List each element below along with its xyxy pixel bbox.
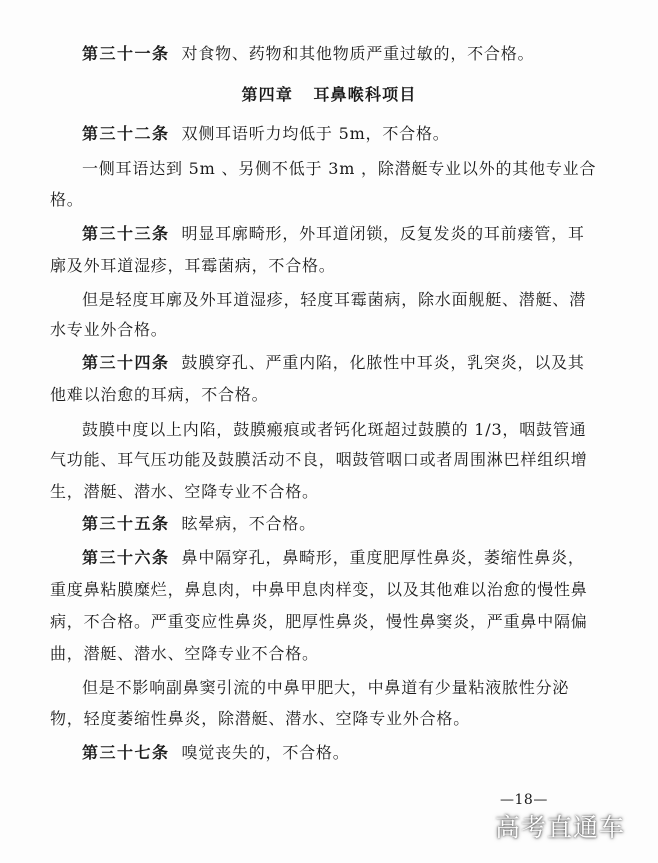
article-34	[82, 353, 585, 373]
article-33-line2: 廓及外耳道湿疹，耳霉菌病，不合格。	[50, 256, 336, 275]
article-text: 眩晕病，不合格。	[181, 514, 316, 533]
article-32-para2-line2: 格。	[50, 190, 84, 209]
article-text: 明显耳廓畸形，外耳道闭锁，反复发炎的耳前瘘管，耳	[181, 224, 585, 243]
article-34-para2-line3: 生，潜艇、潜水、空降专业不合格。	[50, 482, 319, 501]
article-33-para2-line1: 但是轻度耳廓及外耳道湿疹，轻度耳霉菌病，除水面舰艇、潜艇、潜	[82, 290, 587, 309]
article-text: 鼻中隔穿孔，鼻畸形，重度肥厚性鼻炎，萎缩性鼻炎，	[181, 548, 585, 567]
article-32-para2-line1: 一侧耳语达到 5m 、另侧不低于 3m ，除潜艇专业以外的其他专业合	[82, 159, 597, 178]
article-36	[82, 548, 585, 568]
article-34-para2-line1: 鼓膜中度以上内陷，鼓膜瘢痕或者钙化斑超过鼓膜的 1/3，咽鼓管通	[82, 420, 587, 439]
article-heading: 第三十七条	[82, 743, 170, 762]
article-34-line2: 他难以治愈的耳病，不合格。	[50, 385, 269, 404]
article-32	[82, 124, 450, 144]
article-31	[82, 44, 534, 64]
article-33-para2-line2: 水专业外合格。	[50, 320, 168, 339]
article-34-para2-line2: 气功能、耳气压功能及鼓膜活动不良，咽鼓管咽口或者周围淋巴样组织增	[50, 450, 588, 469]
article-text: 鼓膜穿孔、严重内陷，化脓性中耳炎，乳突炎，以及其	[181, 353, 585, 372]
article-36-line2: 重度鼻粘膜糜烂，鼻息肉，中鼻甲息肉样变，以及其他难以治愈的慢性鼻	[50, 580, 588, 599]
article-36-line4: 曲，潜艇、潜水、空降专业不合格。	[50, 644, 319, 663]
chapter-title	[0, 82, 658, 105]
article-heading: 第三十六条	[82, 548, 170, 567]
article-text: 嗅觉丧失的，不合格。	[181, 743, 350, 762]
article-36-para2-line1: 但是不影响副鼻窦引流的中鼻甲肥大，中鼻道有少量粘液脓性分泌	[82, 678, 570, 697]
article-36-line3: 病，不合格。严重变应性鼻炎，肥厚性鼻炎，慢性鼻窦炎，严重鼻中隔偏	[50, 612, 588, 631]
article-35	[82, 514, 316, 534]
article-heading: 第三十四条	[82, 353, 170, 372]
chapter-name: 耳鼻喉科项目	[313, 85, 417, 104]
article-heading: 第三十一条	[82, 44, 170, 63]
watermark: 高考直通车	[495, 813, 626, 842]
chapter-label: 第四章	[241, 85, 294, 104]
article-33	[82, 224, 585, 244]
article-text: 双侧耳语听力均低于 5m，不合格。	[181, 124, 450, 143]
article-heading: 第三十三条	[82, 224, 170, 243]
article-heading: 第三十二条	[82, 124, 170, 143]
page-number: —18—	[500, 792, 548, 808]
article-36-para2-line2: 物，轻度萎缩性鼻炎，除潜艇、潜水、空降专业外合格。	[50, 709, 471, 728]
article-text: 对食物、药物和其他物质严重过敏的，不合格。	[181, 44, 535, 63]
article-37	[82, 743, 350, 763]
article-heading: 第三十五条	[82, 514, 170, 533]
